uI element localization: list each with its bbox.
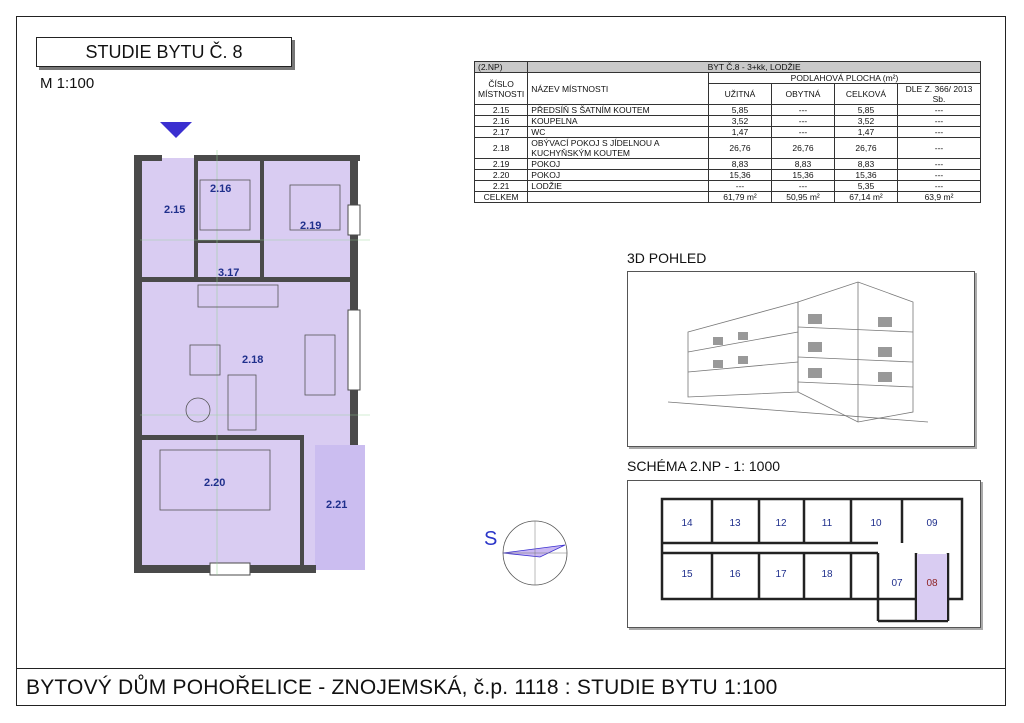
- table-total-row: CELKEM 61,79 m² 50,95 m² 67,14 m² 63,9 m²: [475, 192, 981, 203]
- unit-label-highlighted: 08: [926, 578, 938, 589]
- unit-label: 14: [681, 518, 693, 529]
- building-3d-image: [628, 272, 974, 446]
- schema-frame: [627, 480, 981, 628]
- room-label: 2.18: [242, 354, 264, 366]
- room-area-table: [474, 61, 981, 203]
- table-row: 2.20 POKOJ 15,36 15,36 15,36 ---: [475, 170, 981, 181]
- floor-schema: [628, 481, 980, 627]
- view3d-frame: [627, 271, 975, 447]
- compass-letter: S: [484, 528, 498, 550]
- footer-divider: [16, 668, 1006, 669]
- entry-marker-icon: [160, 122, 192, 138]
- table-row: 2.15 PŘEDSÍŇ S ŠATNÍM KOUTEM 5,85 --- 5,85 ---: [475, 105, 981, 116]
- room-label: 2.21: [326, 499, 348, 511]
- room-label: 2.19: [300, 220, 322, 232]
- unit-label: 18: [821, 569, 833, 580]
- room-label: 2.16: [210, 183, 232, 195]
- footer-title: BYTOVÝ DŮM POHOŘELICE - ZNOJEMSKÁ, č.p. 1118 : STUDIE BYTU 1:100: [26, 676, 778, 699]
- col-living-header: OBYTNÁ: [772, 84, 835, 105]
- table-row: 2.21 LODŽIE --- --- 5,35 ---: [475, 181, 981, 192]
- unit-label: 15: [681, 569, 693, 580]
- col-number-header: ČÍSLO MÍSTNOSTI: [475, 73, 528, 105]
- table-row: 2.19 POKOJ 8,83 8,83 8,83 ---: [475, 159, 981, 170]
- col-usable-header: UŽITNÁ: [709, 84, 772, 105]
- unit-label: 17: [775, 569, 787, 580]
- room-label: 2.15: [164, 204, 186, 216]
- schema-label: SCHÉMA 2.NP - 1: 1000: [627, 458, 781, 474]
- floor-plan: [120, 120, 380, 585]
- page-title: STUDIE BYTU Č. 8: [36, 37, 292, 67]
- col-total-header: CELKOVÁ: [835, 84, 898, 105]
- unit-label: 12: [775, 518, 787, 529]
- room-label: 3.17: [218, 267, 240, 279]
- col-decree-header: DLE Z. 366/ 2013 Sb.: [898, 84, 981, 105]
- unit-label: 07: [891, 578, 903, 589]
- scale-label: M 1:100: [40, 75, 95, 92]
- unit-label: 16: [729, 569, 741, 580]
- apartment-cell: BYT Č.8 - 3+kk, LODŽIE: [528, 62, 981, 73]
- table-row: 2.17 WC 1,47 --- 1,47 ---: [475, 127, 981, 138]
- view3d-label: 3D POHLED: [627, 250, 707, 266]
- col-area-header: PODLAHOVÁ PLOCHA (m²): [709, 73, 981, 84]
- col-name-header: NÁZEV MÍSTNOSTI: [528, 73, 709, 105]
- unit-label: 10: [870, 518, 882, 529]
- floor-cell: (2.NP): [475, 62, 528, 73]
- unit-label: 13: [729, 518, 741, 529]
- table-row: 2.18 OBÝVACÍ POKOJ S JÍDELNOU A KUCHYŇSKÝM KOUTEM 26,76 26,76 26,76 ---: [475, 138, 981, 159]
- unit-label: 09: [926, 518, 938, 529]
- unit-label: 11: [821, 518, 833, 529]
- room-label: 2.20: [204, 477, 226, 489]
- table-row: 2.16 KOUPELNA 3,52 --- 3,52 ---: [475, 116, 981, 127]
- north-compass-icon: [480, 505, 570, 600]
